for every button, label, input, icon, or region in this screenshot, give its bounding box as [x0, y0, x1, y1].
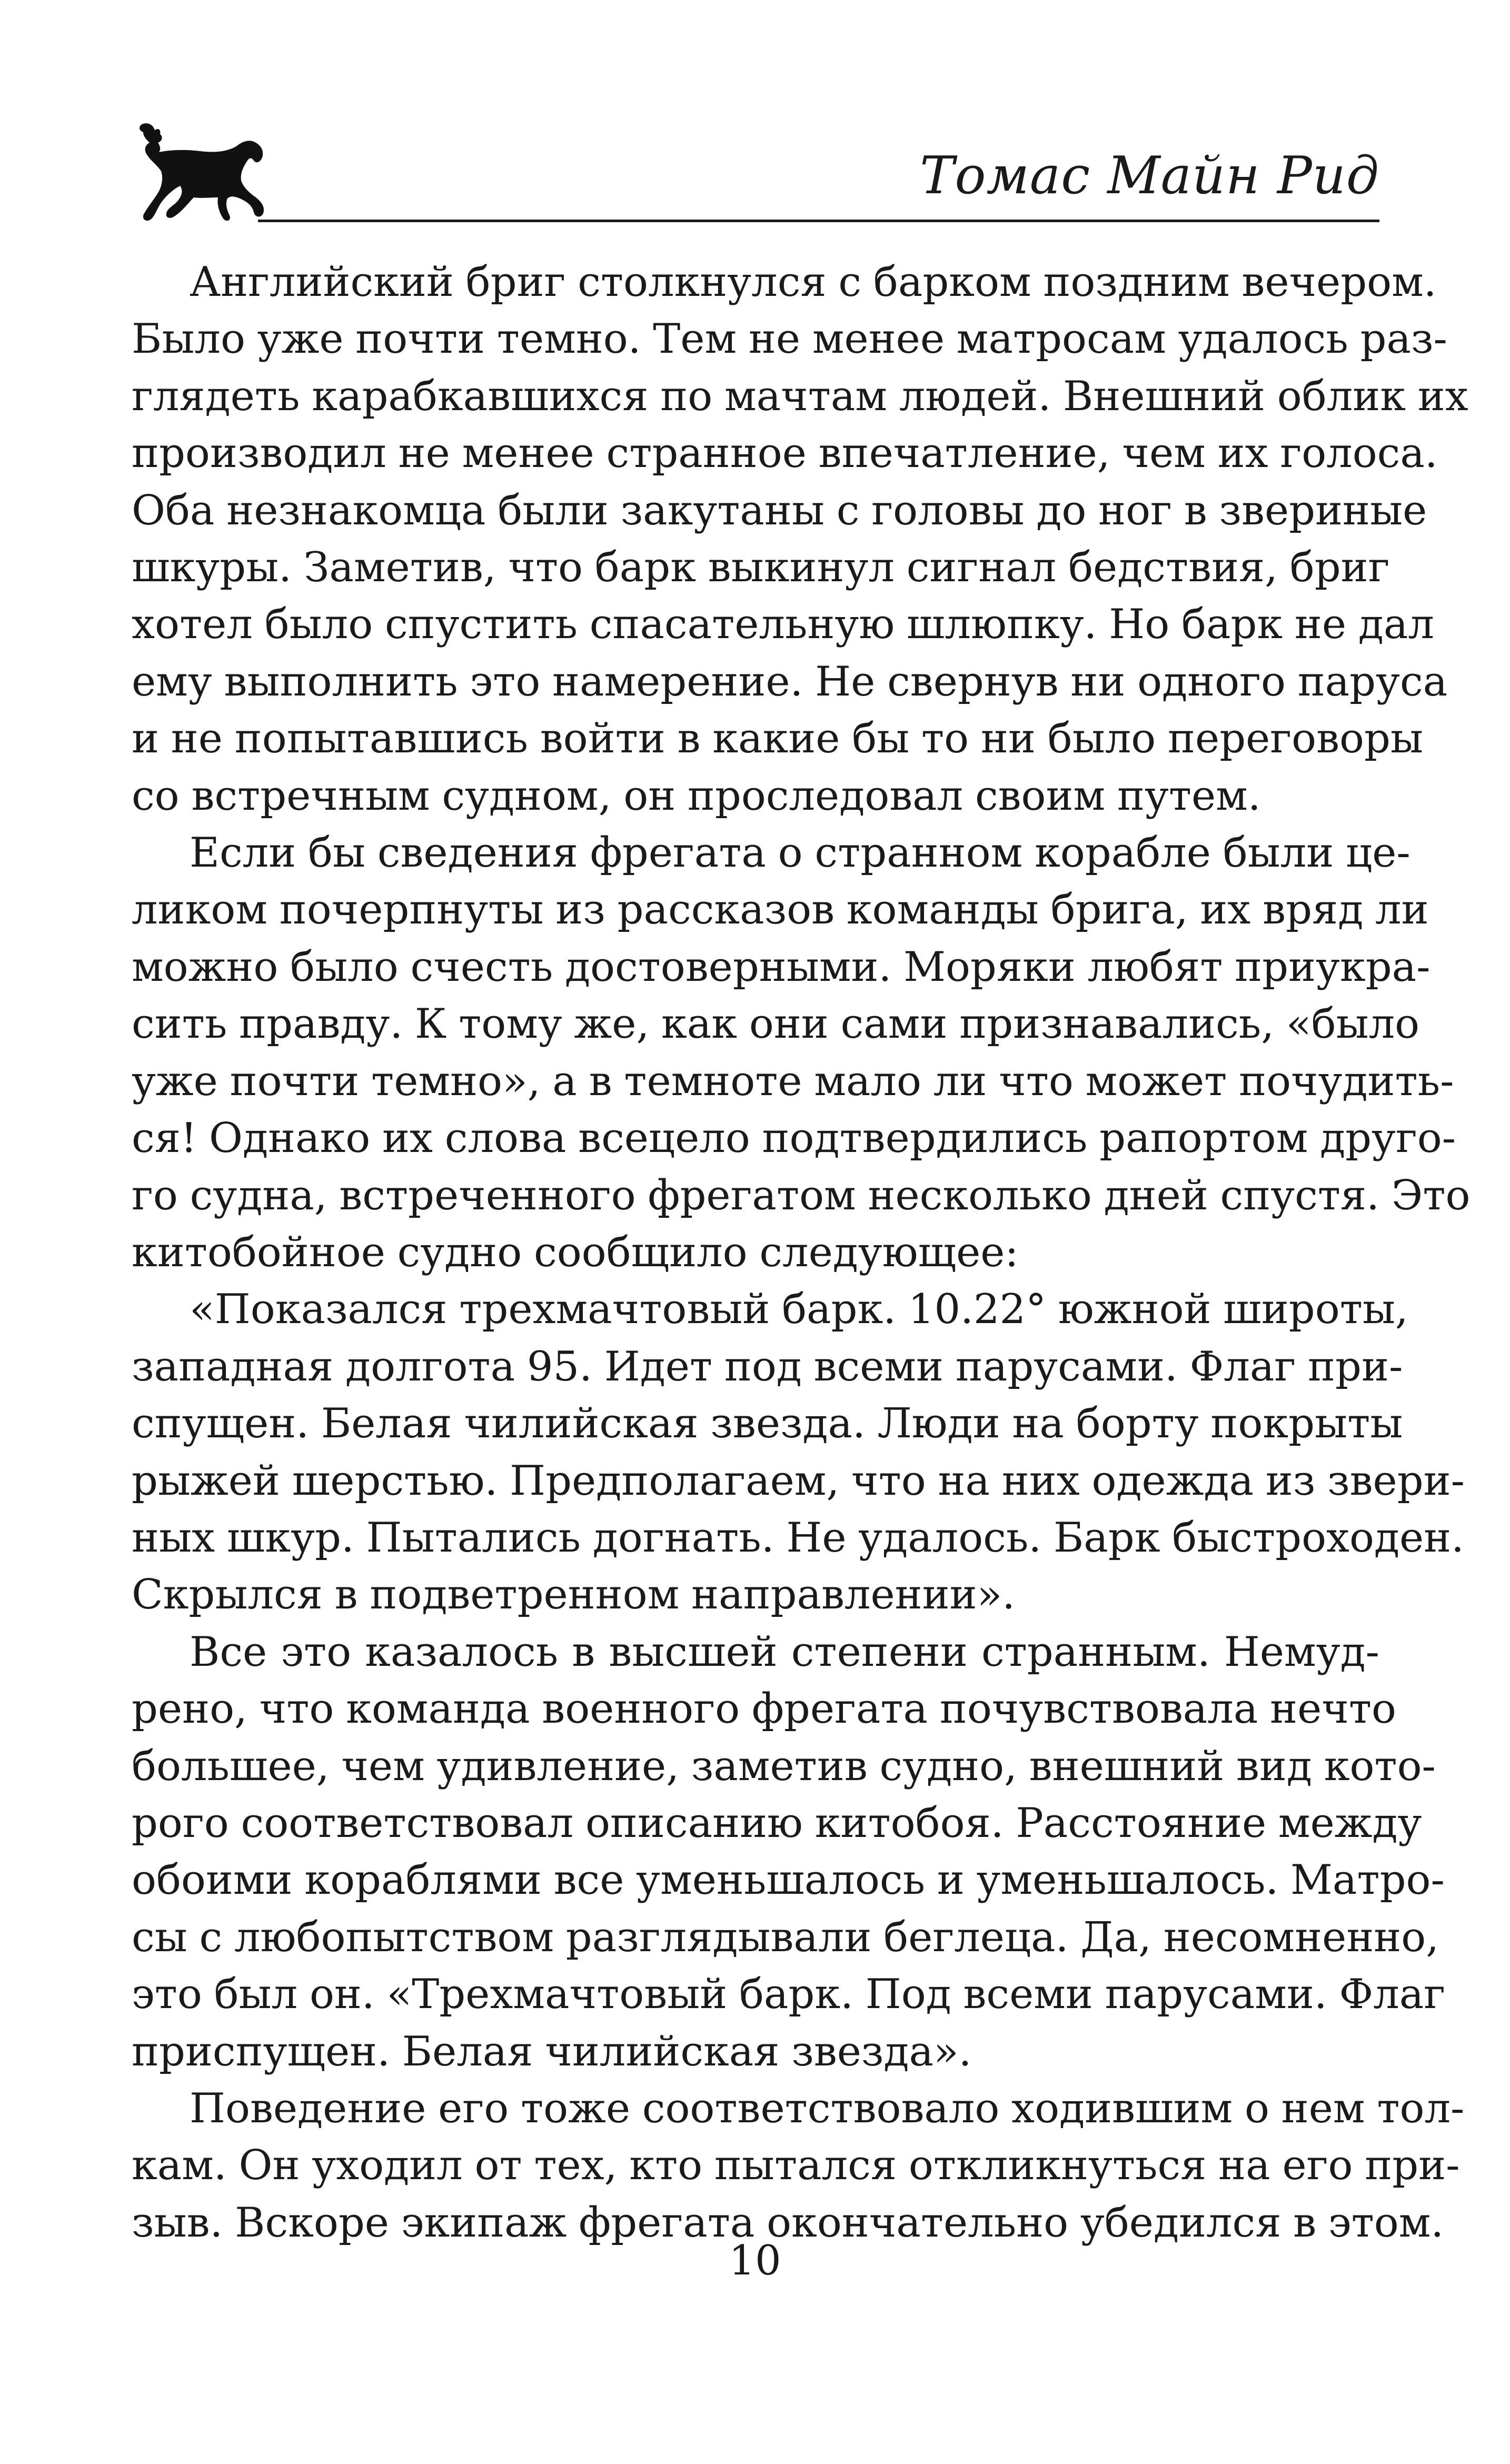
text-line: ся! Однако их слова всецело подтвердились рапортом друго- [132, 1115, 1456, 1163]
paragraph [132, 2080, 1465, 2251]
paragraph [132, 824, 1471, 1281]
text-line: большее, чем удивление, заметив судно, внешний вид кото- [132, 1742, 1436, 1790]
text-line: Все это казалось в высшей степени странным. Немуд- [190, 1628, 1379, 1676]
text-line: зыв. Вскоре экипаж фрегата окончательно убедился в этом. [132, 2199, 1444, 2247]
text-line: можно было счесть достоверными. Моряки любят приукра- [132, 943, 1430, 991]
text-line: глядеть карабкавшихся по мачтам людей. Внешний облик их [132, 372, 1468, 420]
text-line: обоими кораблями все уменьшалось и уменьшалось. Матро- [132, 1856, 1445, 1904]
page-number: 10 [729, 2237, 781, 2284]
text-line: Поведение его тоже соответствовало ходившим о нем тол- [190, 2085, 1465, 2132]
text-line: китобойное судно сообщило следующее: [132, 1228, 1019, 1276]
header-rule [258, 220, 1379, 222]
text-line: и не попытавшись войти в какие бы то ни было переговоры [132, 715, 1423, 763]
text-line: сы с любопытством разглядывали беглеца. Да, несомненно, [132, 1913, 1439, 1961]
text-line: производил не менее странное впечатление, чем их голоса. [132, 430, 1438, 478]
text-line: ему выполнить это намерение. Не свернув ни одного паруса [132, 658, 1448, 706]
paragraph [132, 1281, 1465, 1623]
text-line: Оба незнакомца были закутаны с головы до ног в звериные [132, 486, 1427, 534]
text-line: Скрылся в подветренном направлении». [132, 1571, 1016, 1619]
body-text [132, 254, 1471, 2251]
text-line: приспущен. Белая чилийская звезда». [132, 2028, 972, 2075]
text-line: кам. Он уходил от тех, кто пытался откликнуться на его при- [132, 2142, 1460, 2190]
paragraph [132, 1624, 1446, 2080]
text-line: рого соответствовал описанию китобоя. Расстояние между [132, 1799, 1422, 1847]
text-line: хотел было спустить спасательную шлюпку. Но барк не дал [132, 601, 1434, 649]
horse-icon [132, 118, 269, 224]
text-line: Английский бриг столкнулся с барком поздним вечером. [190, 259, 1437, 306]
text-line: это был он. «Трехмачтовый барк. Под всеми парусами. Флаг [132, 1971, 1446, 2019]
text-line: западная долгота 95. Идет под всеми парусами. Флаг при- [132, 1343, 1403, 1390]
text-line: шкуры. Заметив, что барк выкинул сигнал бедствия, бриг [132, 544, 1390, 592]
text-line: со встречным судном, он проследовал своим путем. [132, 772, 1261, 820]
text-line: го судна, встреченного фрегатом несколько дней спустя. Это [132, 1171, 1471, 1219]
paragraph [132, 254, 1468, 824]
author-name: Томас Майн Рид [920, 146, 1379, 206]
text-line: ликом почерпнуты из рассказов команды брига, их вряд ли [132, 886, 1429, 934]
text-line: ных шкур. Пытались догнать. Не удалось. Барк быстроходен. [132, 1514, 1464, 1562]
running-header [132, 118, 1379, 226]
text-line: рено, что команда военного фрегата почувствовала нечто [132, 1685, 1396, 1733]
text-line: уже почти темно», а в темноте мало ли что может почудить- [132, 1057, 1454, 1105]
text-line: спущен. Белая чилийская звезда. Люди на борту покрыты [132, 1400, 1403, 1448]
text-line: сить правду. К тому же, как они сами признавались, «было [132, 1000, 1420, 1048]
text-line: «Показался трехмачтовый барк. 10.22° южной широты, [190, 1286, 1408, 1334]
text-line: рыжей шерстью. Предполагаем, что на них одежда из звери- [132, 1457, 1465, 1505]
text-line: Если бы сведения фрегата о странном корабле были це- [190, 829, 1410, 877]
text-line: Было уже почти темно. Тем не менее матросам удалось раз- [132, 315, 1447, 363]
